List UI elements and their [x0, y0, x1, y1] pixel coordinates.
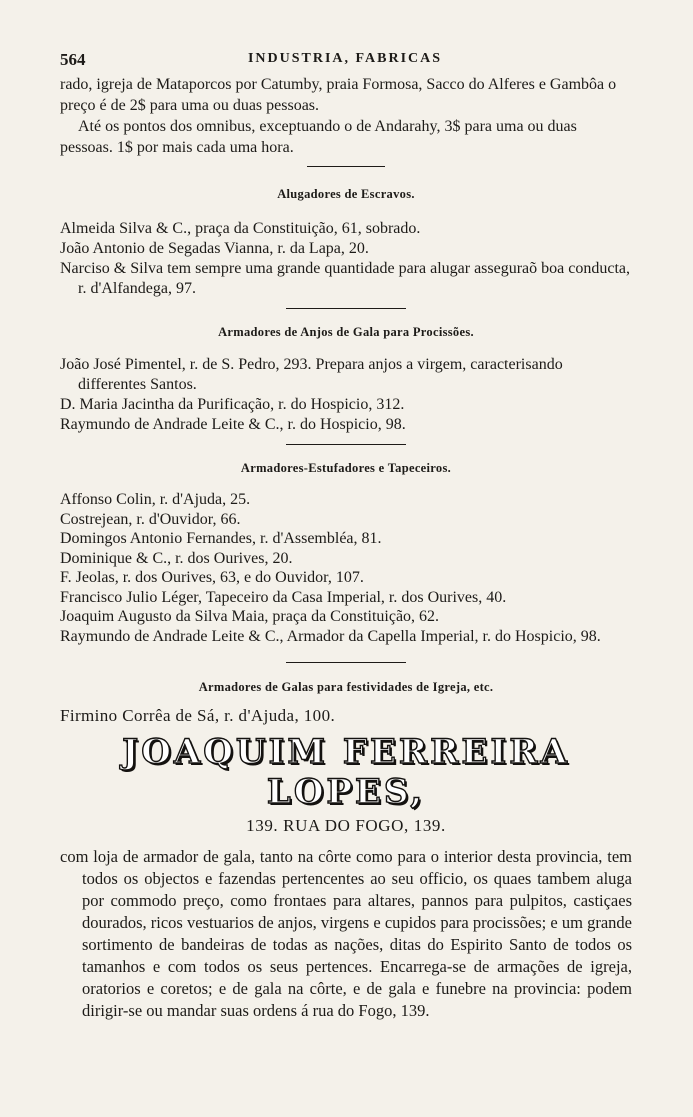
section-armadores-galas [60, 680, 632, 726]
section-heading: Alugadores de Escravos. [277, 187, 415, 201]
divider [286, 308, 406, 309]
list-item: Firmino Corrêa de Sá, r. d'Ajuda, 100. [60, 706, 336, 725]
list-item: João Antonio de Segadas Vianna, r. da Lapa, 20. [60, 240, 369, 257]
list-item: Raymundo de Andrade Leite & C., r. do Hospicio, 98. [60, 416, 406, 433]
section-armadores-estufadores [60, 461, 632, 646]
list-item: João José Pimentel, r. de S. Pedro, 293. Prepara anjos a virgem, caracterisando differentes Santos. [60, 356, 563, 393]
running-title: INDUSTRIA, FABRICAS [247, 51, 443, 66]
list-item: Narciso & Silva tem sempre uma grande quantidade para alugar asseguraõ boa conducta, r. d'Alfandega, 97. [60, 260, 631, 297]
list-item: Almeida Silva & C., praça da Constituição, 61, sobrado. [60, 220, 421, 237]
advert-address: 139. RUA DO FOGO, 139. [246, 816, 446, 835]
list-item: Domingos Antonio Fernandes, r. d'Assembléa, 81. [60, 530, 382, 547]
list-item: F. Jeolas, r. dos Ourives, 63, e do Ouvidor, 107. [60, 569, 364, 586]
section-heading: Armadores-Estufadores e Tapeceiros. [240, 461, 452, 475]
list-item: D. Maria Jacintha da Purificação, r. do Hospicio, 312. [60, 396, 405, 413]
intro-line: rado, igreja de Mataporcos por Catumby, praia Formosa, Sacco do Alferes e Gambôa o preço é de 2$ para uma ou duas pessoas. [60, 76, 617, 114]
divider [286, 662, 406, 663]
page-number: 564 [60, 50, 86, 69]
list-item: Affonso Colin, r. d'Ajuda, 25. [60, 491, 251, 508]
list-item: Costrejean, r. d'Ouvidor, 66. [60, 510, 241, 528]
section-armadores-anjos [60, 325, 632, 435]
list-item: Joaquim Augusto da Silva Maia, praça da Constituição, 62. [60, 608, 440, 625]
page-body [60, 74, 632, 1022]
section-alugadores-escravos [60, 187, 632, 299]
section-heading: Armadores de Galas para festividades de Igreja, etc. [198, 680, 494, 694]
list-item: Francisco Julio Léger, Tapeceiro da Casa Imperial, r. dos Ourives, 40. [60, 588, 507, 606]
intro-paragraph [60, 74, 632, 158]
advert-text: com loja de armador de gala, tanto na côrte como para o interior desta provincia, tem todos os objectos e fazendas pertencentes ao seu officio, os quaes tambem aluga por commodo preço, como frontaes para altares, pannos para pulpitos, castiçaes dourados, ricos vestuarios de anjos, virgens e cupidos para procissões; e um grande sortimento de bandeiras de todas as nações, ditas do Espirito Santo de todos os tamanhos e com todos os seus pertences. Encarrega-se de armações de igreja, oratorios e coretos; e de gala na côrte, e de gala e funebre na provincia: podem dirigir-se ou mandar suas ordens á rua do Fogo, 139. [60, 847, 632, 1020]
advertisement [60, 732, 632, 1022]
page-header [60, 50, 630, 74]
intro-line: Até os pontos dos omnibus, exceptuando o de Andarahy, 3$ para uma ou duas pessoas. 1$ por mais cada uma hora. [60, 118, 577, 156]
divider [307, 166, 385, 167]
section-heading: Armadores de Anjos de Gala para Procissões. [218, 325, 474, 339]
list-item: Raymundo de Andrade Leite & C., Armador da Capella Imperial, r. do Hospicio, 98. [60, 627, 601, 645]
list-item: Dominique & C., r. dos Ourives, 20. [60, 549, 293, 567]
advert-name: JOAQUIM FERREIRA LOPES, [122, 732, 570, 812]
divider [286, 444, 406, 445]
